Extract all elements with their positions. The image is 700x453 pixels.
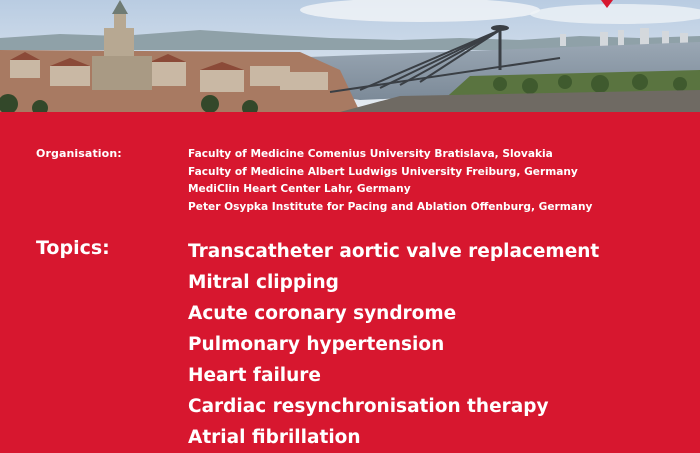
city-skyline-illustration	[0, 0, 700, 112]
organisation-item: Faculty of Medicine Comenius University Bratislava, Slovakia	[188, 148, 553, 160]
organisation-item: MediClin Heart Center Lahr, Germany	[188, 183, 411, 196]
organisation-item: Peter Osypka Institute for Pacing and Ablation Offenburg, Germany	[188, 200, 593, 213]
topic-item: Atrial fibrillation	[188, 427, 361, 448]
organisation-list	[188, 146, 592, 216]
topic-item: Heart failure	[188, 365, 321, 386]
topic-item: Mitral clipping	[188, 272, 339, 293]
logo-heart-icon	[600, 0, 614, 8]
organisation-item: Faculty of Medicine Albert Ludwigs University Freiburg, Germany	[188, 165, 578, 178]
organisation-label: Organisation:	[36, 147, 122, 160]
topic-item: Cardiac resynchronisation therapy	[188, 396, 549, 417]
header-panorama-photo	[0, 0, 700, 112]
topics-list	[188, 236, 599, 453]
topics-label: Topics:	[36, 237, 110, 259]
topic-item: Transcatheter aortic valve replacement	[188, 241, 600, 262]
topic-item: Pulmonary hypertension	[188, 334, 445, 355]
topic-item: Acute coronary syndrome	[188, 303, 457, 324]
